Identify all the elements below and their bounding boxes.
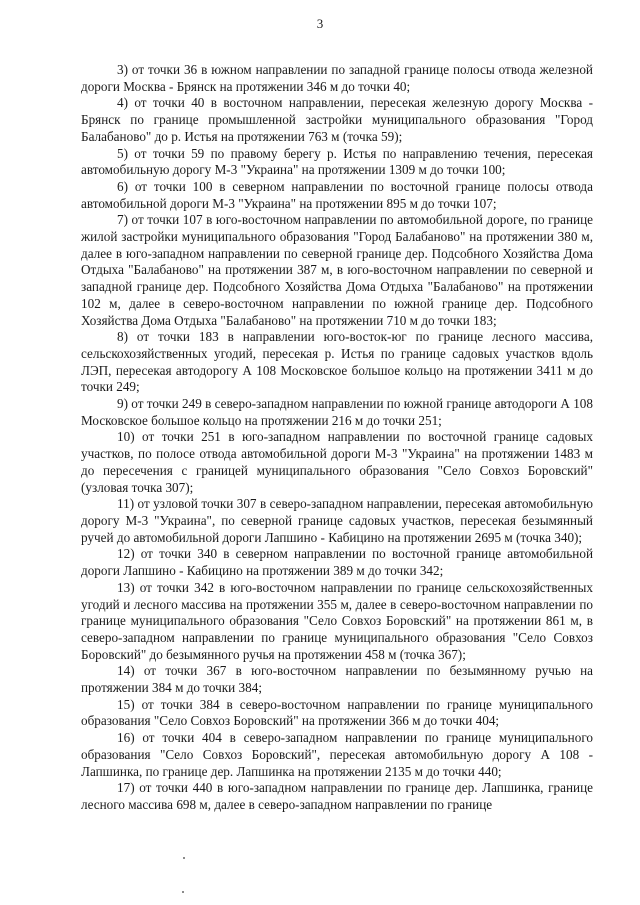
paragraph-10: 10) от точки 251 в юго-западном направлении по восточной границе садовых участков, по полосе отвода автомобильной дороги М-3 "Украина" на протяжении 1483 м до пересечения с границей муниципального образования "Село Совхоз Боровский" (узловая точка 307); — [81, 429, 593, 495]
paragraph-8: 8) от точки 183 в направлении юго-восток-юг по границе лесного массива, сельскохозяйственных угодий, пересекая р. Истья по границе садовых участков вдоль ЛЭП, пересекая автодорогу А 108 Московское большое кольцо на протяжении 3411 м до точки 249; — [81, 329, 593, 395]
paragraph-7: 7) от точки 107 в юго-восточном направлении по автомобильной дороге, по границе жилой застройки муниципального образования "Город Балабаново" на протяжении 380 м, далее в юго-западном направлении по северной границе дер. Подсобного Хозяйства Дома Отдыха "Балабаново" на протяжении 387 м, в юго-восточном направлении по северной и западной границе дер. Подсобного Хозяйства Дома Отдыха "Балабаново" на протяжении 102 м, далее в северо-восточном направлении по южной границе дер. Подсобного Хозяйства Дома Отдыха "Балабаново" на протяжении 710 м до точки 183; — [81, 212, 593, 328]
paragraph-3: 3) от точки 36 в южном направлении по западной границе полосы отвода железной дороги Москва - Брянск на протяжении 346 м до точки 40; — [81, 62, 593, 94]
paragraph-16: 16) от точки 404 в северо-западном направлении по границе муниципального образования "Село Совхоз Боровский", пересекая автомобильную дорогу А 108 - Лапшинка, по границе дер. Лапшинка на протяжении 2135 м до точки 440; — [81, 730, 593, 779]
paragraph-17: 17) от точки 440 в юго-западном направлении по границе дер. Лапшинка, границе лесного массива 698 м, далее в северо-западном направлении по границе — [81, 780, 593, 812]
paragraph-9: 9) от точки 249 в северо-западном направлении по южной границе автодороги А 108 Московское большое кольцо на протяжении 216 м до точки 251; — [81, 396, 593, 428]
document-body — [81, 62, 593, 814]
page-number: 3 — [316, 16, 324, 31]
scan-speck — [183, 857, 185, 859]
scan-speck — [182, 891, 184, 893]
paragraph-12: 12) от точки 340 в северном направлении по восточной границе автомобильной дороги Лапшино - Кабицино на протяжении 389 м до точки 342; — [81, 546, 593, 579]
paragraph-11: 11) от узловой точки 307 в северо-западном направлении, пересекая автомобильную дорогу М-3 "Украина", по северной границе садовых участков, пересекая безымянный ручей до автомобильной дороги Лапшино - Кабицино на протяжении 2695 м (точка 340); — [81, 496, 593, 545]
paragraph-13: 13) от точки 342 в юго-восточном направлении по границе сельскохозяйственных угодий и лесного массива на протяжении 355 м, далее в северо-восточном направлении по границе муниципального образования "Село Совхоз Боровский" на протяжении 861 м, в северо-западном направлении по границе муниципального образования "Село Совхоз Боровский" до безымянного ручья на протяжении 458 м (точка 367); — [81, 579, 593, 662]
paragraph-6: 6) от точки 100 в северном направлении по восточной границе полосы отвода автомобильной дороги М-3 "Украина" на протяжении 895 м до точки 107; — [81, 178, 593, 211]
paragraph-4: 4) от точки 40 в восточном направлении, пересекая железную дорогу Москва - Брянск по границе промышленной застройки муниципального образования "Город Балабаново" до р. Истья на протяжении 763 м (точка 59); — [81, 95, 593, 144]
paragraph-5: 5) от точки 59 по правому берегу р. Истья по направлению течения, пересекая автомобильную дорогу М-3 "Украина" на протяжении 1309 м до точки 100; — [81, 145, 593, 178]
paragraph-15: 15) от точки 384 в северо-восточном направлении по границе муниципального образования "Село Совхоз Боровский" на протяжении 366 м до точки 404; — [81, 696, 593, 729]
paragraph-14: 14) от точки 367 в юго-восточном направлении по безымянному ручью на протяжении 384 м до точки 384; — [81, 663, 593, 696]
